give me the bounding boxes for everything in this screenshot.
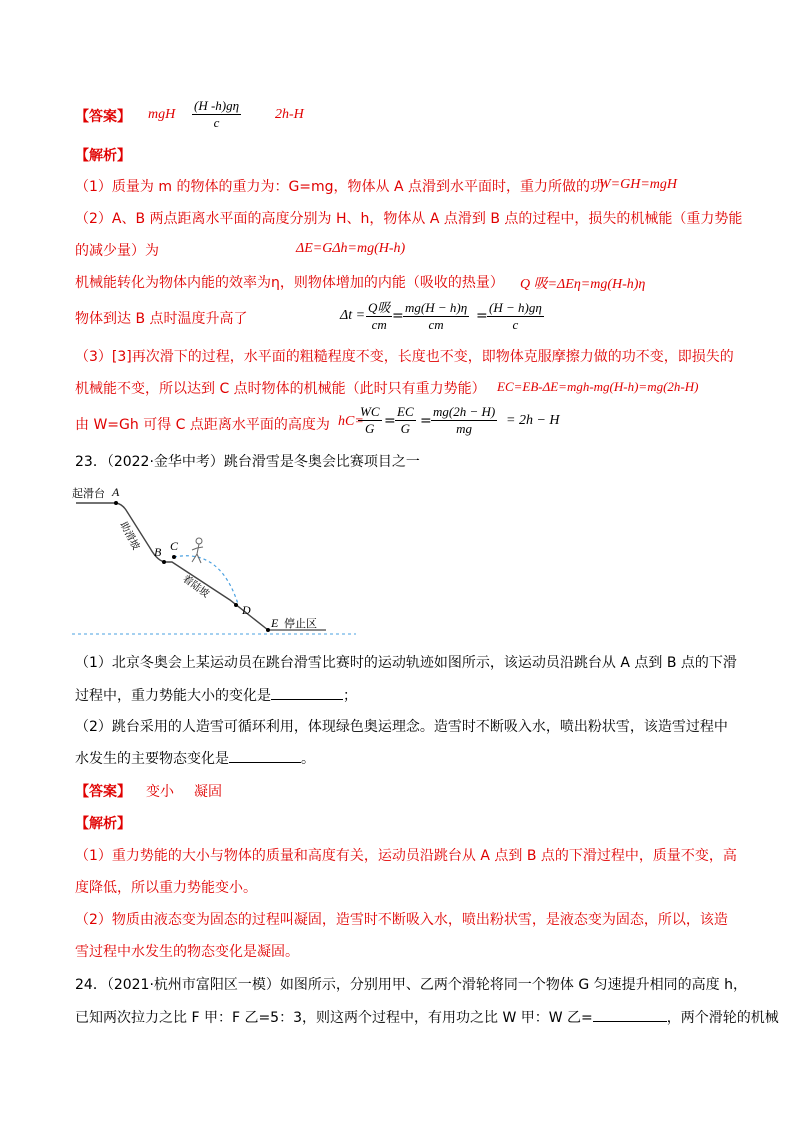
point-c-dot bbox=[172, 555, 176, 559]
analysis-p5-formula: EC=EB-ΔE=mgh-mg(H-h)=mg(2h-H) bbox=[497, 379, 699, 394]
q23-q2-line1: （2）跳台采用的人造雪可循环利用，体现绿色奥运理念。造雪时不断吸入水，喷出粉状雪，该造雪过程中 bbox=[75, 719, 728, 735]
dt-symbol: Δt = bbox=[340, 308, 366, 323]
q23-title: 23．（2022·金华中考）跳台滑雪是冬奥会比赛项目之一 bbox=[75, 454, 420, 470]
label-e: E bbox=[271, 616, 279, 630]
hc-fraction-1: $\frac{WC}{G}$ bbox=[360, 404, 380, 436]
label-start: 起滑台 bbox=[72, 488, 105, 500]
q23-q2-line2: 水发生的主要物态变化是 。 bbox=[75, 748, 315, 768]
q23-answer-tag: 【答案】 bbox=[75, 784, 131, 800]
analysis-p2-line2: 的减少量）为 bbox=[75, 243, 159, 259]
analysis-p2-line1: （2）A、B 两点距离水平面的高度分别为 H、h，物体从 A 点滑到 B 点的过程中，损失的机械能（重力势能 bbox=[75, 211, 743, 227]
dt-fraction-3: $\frac{(H - h)g\eta}{c}$ bbox=[489, 300, 542, 332]
q23-analysis-1-line2: 度降低，所以重力势能变小。 bbox=[75, 880, 257, 896]
analysis-p1: （1）质量为 m 的物体的重力为：G=mg，物体从 A 点滑到水平面时，重力所做的功 bbox=[75, 179, 605, 195]
q23-analysis-tag: 【解析】 bbox=[75, 816, 131, 832]
label-d: D bbox=[242, 603, 251, 617]
skier-icon bbox=[192, 538, 203, 563]
equals-3: = bbox=[384, 413, 396, 429]
point-a-dot bbox=[114, 501, 118, 505]
q24-line2: 已知两次拉力之比 F 甲：F 乙=5：3，则这两个过程中，有用功之比 W 甲：W 乙= ，两个滑轮的机械 bbox=[75, 1007, 779, 1027]
q23-blank-1[interactable] bbox=[271, 685, 343, 700]
q23-q1-line1: （1）北京冬奥会上某运动员在跳台滑雪比赛时的运动轨迹如图所示，该运动员沿跳台从 A 点到 B 点的下滑 bbox=[75, 655, 737, 671]
hc-fraction-3: $\frac{mg(2h - H)}{mg}$ bbox=[433, 404, 496, 436]
q23-answer-2: 凝固 bbox=[194, 784, 222, 800]
terrain-line bbox=[76, 503, 268, 630]
analysis-p2-formula: ΔE=GΔh=mg(H-h) bbox=[296, 241, 406, 256]
q23-analysis-2-line2: 雪过程中水发生的物态变化是凝固。 bbox=[75, 944, 299, 960]
equals-4: = bbox=[420, 413, 432, 429]
answer-tag: 【答案】 bbox=[75, 109, 131, 125]
label-c: C bbox=[170, 539, 179, 553]
analysis-p5-line2: 机械能不变，所以达到 C 点时物体的机械能（此时只有重力势能） bbox=[75, 381, 486, 397]
q24-blank-1[interactable] bbox=[593, 1007, 667, 1022]
q23-analysis-2-line1: （2）物质由液态变为固态的过程叫凝固，造雪时不断吸入水，喷出粉状雪，是液态变为固态，所以，该造 bbox=[75, 912, 728, 928]
point-d-dot bbox=[234, 603, 238, 607]
answer-3: 2h-H bbox=[275, 107, 304, 122]
analysis-tag: 【解析】 bbox=[75, 148, 131, 164]
analysis-p4: 物体到达 B 点时温度升高了 bbox=[75, 311, 248, 327]
ski-jump-figure bbox=[70, 478, 360, 638]
q23-blank-2[interactable] bbox=[229, 748, 301, 763]
analysis-p5-line1: （3）[3]再次滑下的过程，水平面的粗糙程度不变，长度也不变，即物体克服摩擦力做的功不变，即损失的 bbox=[75, 349, 734, 365]
analysis-p3-formula: Q 吸=ΔEη=mg(H-h)η bbox=[520, 277, 646, 292]
label-a: A bbox=[112, 485, 120, 499]
label-slope1: 助滑坡 bbox=[117, 520, 142, 552]
hc-result: = 2h − H bbox=[506, 413, 560, 428]
label-b: B bbox=[154, 545, 162, 559]
q23-q1-line2: 过程中，重力势能大小的变化是 ； bbox=[75, 685, 357, 705]
hc-fraction-2: $\frac{EC}{G}$ bbox=[397, 404, 414, 436]
q23-analysis-1-line1: （1）重力势能的大小与物体的质量和高度有关，运动员沿跳台从 A 点到 B 点的下滑过程中，质量不变，高 bbox=[75, 848, 737, 864]
answer-1: mgH bbox=[148, 107, 176, 122]
analysis-p6: 由 W=Gh 可得 C 点距离水平面的高度为 bbox=[75, 417, 330, 433]
analysis-p3: 机械能转化为物体内能的效率为η，则物体增加的内能（吸收的热量） bbox=[75, 275, 504, 291]
answer-2-fraction: $\frac{(H -h)g\eta}{c}$ bbox=[194, 98, 240, 130]
analysis-p1-formula: W=GH=mgH bbox=[599, 177, 677, 192]
equals-2: = bbox=[476, 308, 488, 324]
point-b-dot bbox=[162, 560, 166, 564]
dt-fraction-1: Q吸 cm bbox=[368, 300, 391, 332]
hc-symbol: hC= bbox=[338, 414, 364, 429]
dt-fraction-2: $\frac{mg(H - h)\eta}{cm}$ bbox=[405, 300, 468, 332]
label-stop: 停止区 bbox=[284, 618, 317, 630]
q24-line1: 24．（2021·杭州市富阳区一模）如图所示，分别用甲、乙两个滑轮将同一个物体 G 匀速提升相同的高度 h， bbox=[75, 977, 747, 993]
point-e-dot bbox=[266, 628, 270, 632]
q23-answer-1: 变小 bbox=[146, 784, 174, 800]
equals-1: = bbox=[392, 308, 404, 324]
label-slope2: 着陆坡 bbox=[180, 573, 211, 601]
